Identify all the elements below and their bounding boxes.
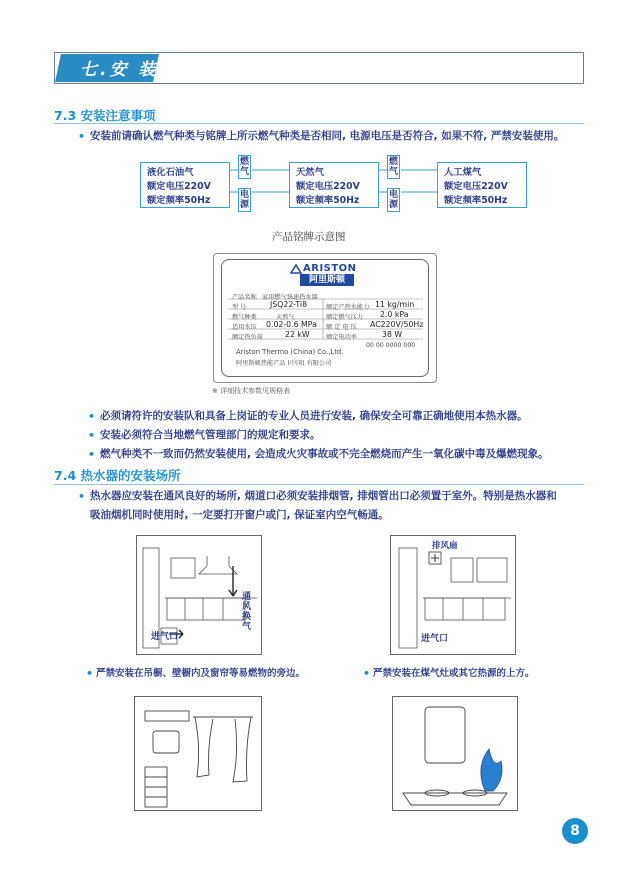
kitchen-fan-scene-icon [391,536,515,654]
vent-label: 通风换气 [242,592,252,632]
power-label: 电源 [388,190,398,210]
illustration-kitchen-fan [390,535,516,655]
np-key-gas-type: 燃气种类 [232,314,257,321]
np-val-power: 38 W [382,330,403,339]
np-val-water-pressure: 0.02-0.6 MPa [266,320,317,329]
bullet-dot: • [363,667,371,680]
np-val-product-name: 家用燃气快速热水器 [262,294,318,301]
illustration-curtain-hazard [134,696,262,811]
np-company: Ariston Thermo (China) Co.,Ltd. [236,348,344,356]
np-val-gas-type: 天然气 [276,314,295,321]
np-key-hot-water: 额定产热水能力 [326,304,370,311]
gas-box-connectors [230,150,440,220]
bullet-gas-check: 安装前请确认燃气种类与铭牌上所示燃气种类是否相同, 电源电压是否符合, 如果不符, 严禁安装使用。 [90,130,565,142]
fan-label: 排风扇 [432,541,458,551]
rated-voltage-label: 额定电压220V [296,181,360,192]
divider [54,123,584,124]
np-key-heat-load: 额定热负荷 [232,334,263,341]
np-key-product-name: 产品名称 [232,294,257,301]
np-key-voltage: 额 定 电 压 [326,324,357,331]
divider [54,484,584,485]
gas-label: 燃气 [239,157,249,177]
gas-type-label: 液化石油气 [147,167,194,178]
curtain-scene-icon [135,697,261,810]
np-company-cn: 阿里斯顿热能产品 (中国) 有限公司 [236,360,332,367]
warning-heat-source: 严禁安装在煤气灶或其它热源的上方。 [373,668,535,679]
gas-type-label: 人工煤气 [444,167,482,178]
page-number: 8 [562,818,588,844]
warning-flammables: 严禁安装在吊橱、壁橱内及窗帘等易燃物的旁边。 [96,668,306,679]
rated-frequency-label: 额定频率50Hz [444,195,508,206]
bullet-dot: • [78,130,86,143]
np-key-model: 型 号 [232,304,247,311]
np-key-power: 额定电功率 [326,334,357,341]
bullet-local-regulations: 安装必须符合当地燃气管理部门的规定和要求。 [100,429,321,441]
bullet-qualified-installer: 必须请符许的安装队和具备上岗证的专业人员进行安装, 确保安全可靠正确地使用本热水器。 [100,410,528,422]
bullet-dot: • [86,667,94,680]
gas-type-label: 天然气 [296,167,324,178]
stove-scene-icon [393,697,517,810]
np-val-hot-water: 11 kg/min [375,300,415,309]
np-key-gas-pressure: 额定燃气压力 [326,314,364,321]
bullet-ventilation-line2: 吸油烟机同时使用时, 一定要打开窗户或门, 保证室内空气畅通。 [90,509,389,521]
ariston-logo-icon [290,264,302,274]
gas-box-lpg [140,162,230,208]
bullet-dot: • [88,448,96,461]
bullet-dot: • [88,410,96,423]
inlet-label: 进气口 [421,634,449,644]
bullet-gas-mismatch-warning: 燃气种类不一致而仍然安装使用, 会造成火灾事故或不完全燃烧而产生一氧化碳中毒及爆燃现象。 [100,448,549,460]
inlet-label: 进气口 [151,632,179,642]
np-val-voltage: AC220V/50Hz [370,320,424,329]
nameplate-brand: ARISTON [303,263,357,274]
bullet-ventilation-line1: 热水器应安装在通风良好的场所, 烟道口必须安装排烟管, 排烟管出口必须置于室外。特别是热水器和 [90,490,557,502]
section-7-3-heading: 7.3 安装注意事项 [54,108,156,123]
nameplate-brand-cn: 阿里斯顿 [300,274,354,286]
rated-voltage-label: 额定电压220V [444,181,508,192]
gas-label: 燃气 [388,157,398,177]
np-val-model: JSQ22-Ti8 [270,300,308,309]
np-serial: 00 00 0000 000 [366,342,416,349]
illustration-stove-hazard [392,696,518,811]
nameplate-caption: 产品铭牌示意图 [272,231,346,243]
bullet-dot: • [88,429,96,442]
np-val-heat-load: 22 kW [285,330,310,339]
section-title: 七.安 装 [80,60,159,80]
nameplate-footnote: ※ 详细技术参数见规格表 [212,387,291,395]
rated-frequency-label: 额定频率50Hz [147,195,211,206]
section-7-4-heading: 7.4 热水器的安装场所 [54,468,181,483]
np-val-gas-pressure: 2.0 kPa [380,310,409,319]
power-label: 电源 [239,190,249,210]
rated-frequency-label: 额定频率50Hz [296,195,360,206]
bullet-dot: • [78,490,86,503]
rated-voltage-label: 额定电压220V [147,181,211,192]
gas-box-manufactured-gas [437,162,527,208]
np-key-water-pressure: 适用水压 [232,324,257,331]
